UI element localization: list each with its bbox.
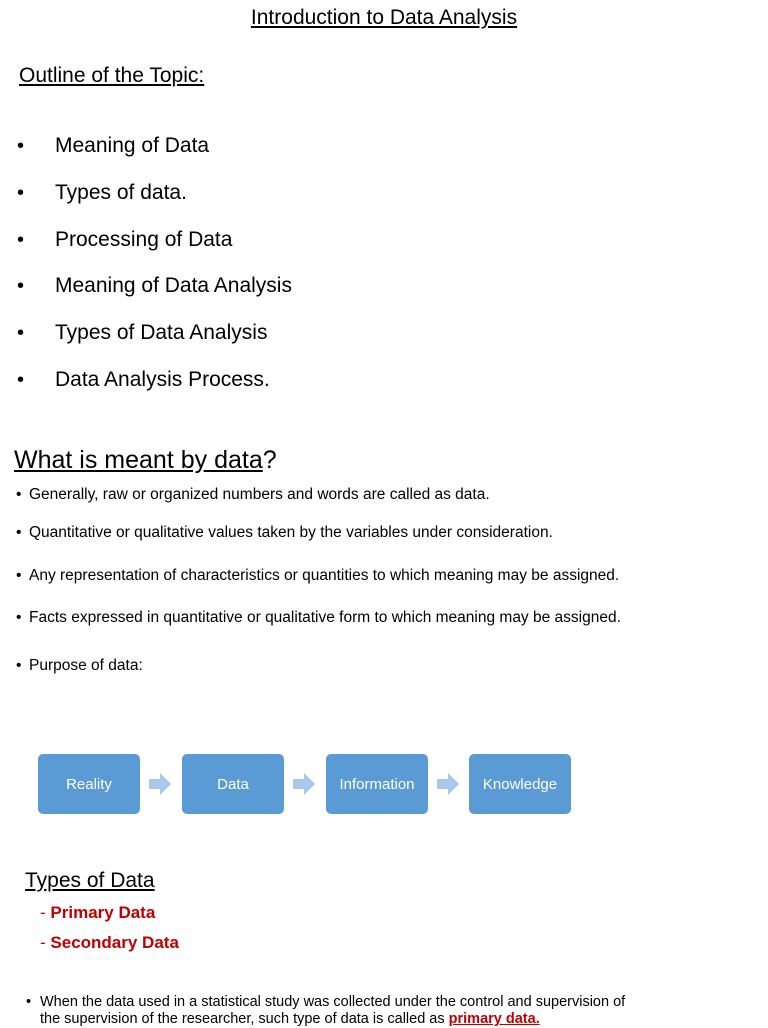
bullet-icon: • [16, 567, 22, 584]
purpose-flow-diagram [38, 754, 578, 814]
right-arrow-icon [149, 773, 171, 795]
bullet-icon: • [16, 609, 22, 626]
outline-item-label: Types of Data Analysis [55, 321, 268, 345]
outline-item [0, 180, 292, 227]
outline-item [0, 273, 292, 320]
bullet-icon: • [17, 135, 25, 157]
data-section-heading-suffix: ? [262, 446, 277, 474]
primary-data-definition-text [26, 994, 726, 1028]
types-item-label: Primary Data [50, 903, 156, 922]
definition-line-1: When the data used in a statistical study was collected under the control and supervision of [40, 994, 626, 1010]
flow-step-knowledge: Knowledge [469, 754, 571, 814]
data-point-text: Quantitative or qualitative values taken by the variables under consideration. [29, 524, 553, 541]
outline-heading: Outline of the Topic: [19, 64, 205, 87]
outline-item [0, 367, 292, 414]
data-point-text: Facts expressed in quantitative or qualitative form to which meaning may be assigned. [29, 609, 621, 626]
data-point [16, 656, 143, 676]
types-heading: Types of Data [25, 869, 155, 892]
outline-item [0, 320, 292, 367]
data-point-text: Any representation of characteristics or quantities to which meaning may be assigned. [29, 567, 620, 584]
bullet-icon: • [16, 486, 22, 503]
types-item-secondary [40, 933, 179, 953]
types-item-label: Secondary Data [50, 933, 179, 952]
flow-step-information: Information [326, 754, 428, 814]
data-section-heading-text: What is meant by data [14, 446, 263, 474]
right-arrow-icon [293, 773, 315, 795]
flow-step-data: Data [182, 754, 284, 814]
bullet-icon: • [17, 228, 25, 251]
outline-item-label: Meaning of Data [55, 134, 210, 157]
bullet-icon: • [16, 657, 22, 674]
flow-step-reality: Reality [38, 754, 140, 814]
data-point-text: Generally, raw or organized numbers and words are called as data. [29, 486, 490, 503]
data-point [16, 523, 553, 543]
bullet-icon: • [16, 524, 22, 541]
outline-item [0, 133, 292, 180]
data-point-text: Purpose of data: [29, 657, 143, 674]
bullet-icon: • [26, 994, 32, 1010]
bullet-icon: • [17, 275, 25, 298]
outline-item-label: Types of data. [55, 180, 187, 204]
right-arrow-icon [437, 773, 459, 795]
bullet-icon: • [17, 368, 25, 391]
definition-line-2: the supervision of the researcher, such type of data is called as [40, 1011, 449, 1027]
outline-item-label: Meaning of Data Analysis [55, 274, 292, 298]
outline-item [0, 227, 292, 274]
data-section-heading [14, 446, 277, 475]
bullet-icon: • [17, 181, 25, 204]
data-point [16, 608, 621, 628]
types-item-primary [40, 903, 155, 923]
document-title: Introduction to Data Analysis [250, 6, 518, 29]
outline-item-label: Data Analysis Process. [55, 367, 270, 391]
bullet-icon: • [17, 322, 25, 345]
dash-icon: - [40, 933, 46, 952]
outline-list [0, 133, 292, 414]
dash-icon: - [40, 903, 46, 922]
primary-data-highlight: primary data. [448, 1011, 540, 1027]
data-point [16, 566, 619, 586]
data-point [16, 485, 490, 505]
outline-item-label: Processing of Data [55, 227, 233, 251]
primary-data-definition [26, 994, 726, 1028]
